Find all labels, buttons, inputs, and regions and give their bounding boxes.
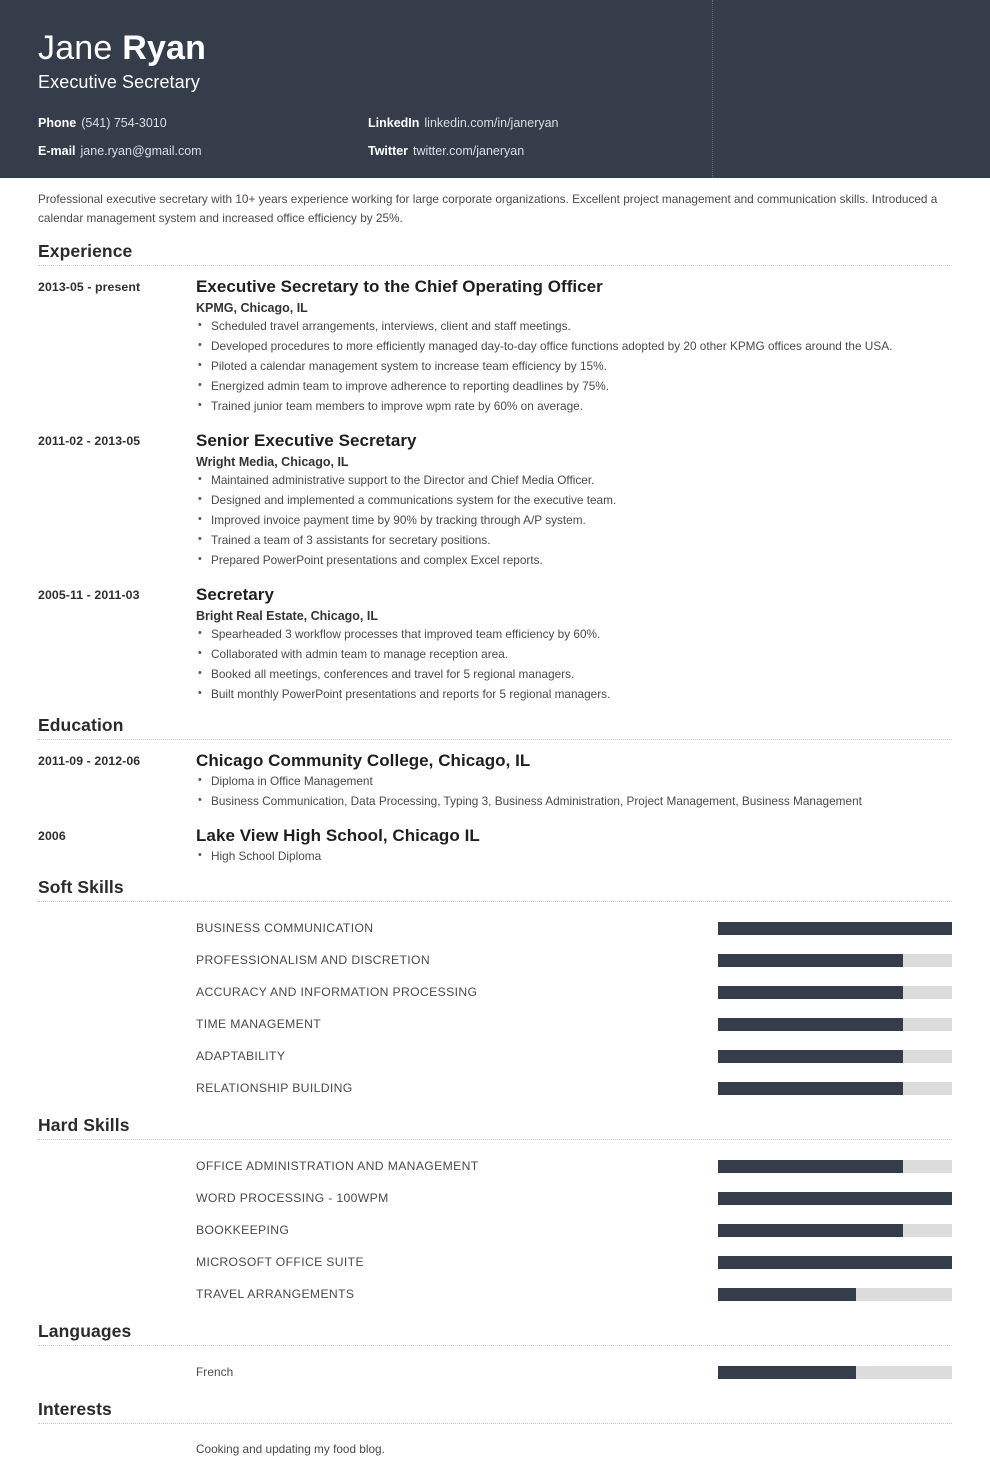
- skill-level-fill: [718, 954, 903, 967]
- skill-row: [38, 1008, 952, 1040]
- skill-row: [38, 1072, 952, 1104]
- contact-twitter-value: twitter.com/janeryan: [413, 144, 525, 159]
- skill-level-bar: [718, 1224, 952, 1237]
- contact-twitter-label: Twitter: [368, 144, 409, 159]
- section-heading-experience: Experience: [38, 232, 952, 266]
- education-entry: [38, 825, 952, 866]
- entry-bullets: [196, 626, 952, 704]
- entry-main: [196, 750, 952, 811]
- bullet-item: • Diploma in Office Management: [196, 773, 952, 791]
- bullet-item: • Scheduled travel arrangements, interviews, client and staff meetings.: [196, 318, 952, 336]
- bullet-item: • Improved invoice payment time by 90% by tracking through A/P system.: [196, 512, 952, 530]
- skill-level-bar: [718, 1256, 952, 1269]
- section-education: [38, 706, 952, 866]
- skill-row: [38, 944, 952, 976]
- bullet-item: • High School Diploma: [196, 848, 952, 866]
- skill-level-fill: [718, 922, 952, 935]
- skill-row: [38, 912, 952, 944]
- skill-level-bar: [718, 1018, 952, 1031]
- contact-linkedin-value: linkedin.com/in/janeryan: [424, 116, 559, 131]
- contact-email[interactable]: [38, 141, 368, 161]
- entry-main: [196, 430, 952, 570]
- entry-title: Secretary: [196, 584, 274, 604]
- skill-name: WORD PROCESSING - 100WPM: [196, 1191, 389, 1206]
- entry-date: 2011-02 - 2013-05: [38, 434, 141, 449]
- skill-name: TIME MANAGEMENT: [196, 1017, 322, 1032]
- skill-name: RELATIONSHIP BUILDING: [196, 1081, 353, 1096]
- bullet-item: • Developed procedures to more efficiently managed day-to-day office functions adopted by 20 other KPMG offices around the USA.: [196, 338, 952, 356]
- entry-bullets: [196, 773, 952, 811]
- skill-level-bar: [718, 1050, 952, 1063]
- skill-name: TRAVEL ARRANGEMENTS: [196, 1287, 355, 1302]
- skill-level-fill: [718, 1018, 903, 1031]
- entry-main: [196, 276, 952, 416]
- skill-row: [38, 1040, 952, 1072]
- skill-level-fill: [718, 1224, 903, 1237]
- entry-title: Chicago Community College, Chicago, IL: [196, 750, 531, 770]
- experience-entry: [38, 430, 952, 570]
- skill-name: OFFICE ADMINISTRATION AND MANAGEMENT: [196, 1159, 479, 1174]
- entry-title: Lake View High School, Chicago IL: [196, 825, 480, 845]
- section-soft-skills: [38, 868, 952, 1104]
- skill-level-bar: [718, 922, 952, 935]
- section-hard-skills: [38, 1106, 952, 1310]
- language-row: [38, 1356, 952, 1388]
- bullet-item: • Business Communication, Data Processing, Typing 3, Business Administration, Project Management, Business Management: [196, 793, 952, 811]
- skill-level-fill: [718, 1050, 903, 1063]
- entry-organization: KPMG, Chicago, IL: [196, 301, 308, 316]
- contact-email-label: E-mail: [38, 144, 76, 159]
- skill-level-bar: [718, 1288, 952, 1301]
- entry-date: 2006: [38, 828, 66, 843]
- page-title: [38, 28, 952, 68]
- section-interests: [38, 1390, 952, 1458]
- entry-date: 2011-09 - 2012-06: [38, 753, 141, 768]
- section-heading-interests: Interests: [38, 1390, 952, 1424]
- skill-name: ACCURACY AND INFORMATION PROCESSING: [196, 985, 478, 1000]
- skill-row: [38, 1214, 952, 1246]
- contact-phone-value: (541) 754-3010: [81, 116, 167, 131]
- contact-linkedin[interactable]: [368, 113, 952, 133]
- entry-title: Senior Executive Secretary: [196, 431, 417, 451]
- entry-organization: Wright Media, Chicago, IL: [196, 455, 349, 470]
- education-entry: [38, 750, 952, 811]
- entry-title: Executive Secretary to the Chief Operating Officer: [196, 277, 603, 297]
- bullet-item: • Spearheaded 3 workflow processes that improved team efficiency by 60%.: [196, 626, 952, 644]
- skill-name: ADAPTABILITY: [196, 1049, 286, 1064]
- bullet-item: • Trained a team of 3 assistants for secretary positions.: [196, 532, 952, 550]
- entry-bullets: [196, 472, 952, 570]
- bullet-item: • Energized admin team to improve adherence to reporting deadlines by 75%.: [196, 378, 952, 396]
- experience-entry: [38, 276, 952, 416]
- bullet-item: • Maintained administrative support to the Director and Chief Media Officer.: [196, 472, 952, 490]
- section-heading-education: Education: [38, 706, 952, 740]
- skill-level-bar: [718, 1082, 952, 1095]
- skill-level-fill: [718, 1288, 856, 1301]
- header-vertical-divider: [712, 0, 713, 178]
- entry-organization: Bright Real Estate, Chicago, IL: [196, 609, 378, 624]
- entry-main: [196, 825, 952, 866]
- contact-phone-label: Phone: [38, 116, 77, 131]
- skill-level-fill: [718, 986, 903, 999]
- skill-row: [38, 1150, 952, 1182]
- skill-level-bar: [718, 1160, 952, 1173]
- skill-name: BOOKKEEPING: [196, 1223, 290, 1238]
- interest-text: Cooking and updating my food blog.: [196, 1442, 385, 1457]
- contact-phone[interactable]: [38, 113, 368, 133]
- skill-name: BUSINESS COMMUNICATION: [196, 921, 374, 936]
- contact-linkedin-label: LinkedIn: [368, 116, 420, 131]
- first-name: Jane: [38, 29, 123, 67]
- entry-main: [196, 584, 952, 704]
- contact-twitter[interactable]: [368, 141, 952, 161]
- section-heading-hard-skills: Hard Skills: [38, 1106, 952, 1140]
- skill-name: PROFESSIONALISM AND DISCRETION: [196, 953, 430, 968]
- job-title: Executive Secretary: [38, 72, 200, 93]
- skill-level-bar: [718, 986, 952, 999]
- skill-name: MICROSOFT OFFICE SUITE: [196, 1255, 364, 1270]
- section-experience: [38, 232, 952, 704]
- skill-level-bar: [718, 954, 952, 967]
- skill-row: [38, 976, 952, 1008]
- bullet-item: • Built monthly PowerPoint presentations and reports for 5 regional managers.: [196, 686, 952, 704]
- contact-grid: [38, 113, 952, 161]
- skill-row: [38, 1182, 952, 1214]
- skill-level-fill: [718, 1256, 952, 1269]
- bullet-item: • Booked all meetings, conferences and travel for 5 regional managers.: [196, 666, 952, 684]
- experience-entry: [38, 584, 952, 704]
- last-name: Ryan: [122, 29, 207, 67]
- entry-bullets: [196, 318, 952, 416]
- skill-row: [38, 1278, 952, 1310]
- skill-level-fill: [718, 1082, 903, 1095]
- interest-row: [38, 1434, 952, 1458]
- bullet-item: • Collaborated with admin team to manage reception area.: [196, 646, 952, 664]
- bullet-item: • Trained junior team members to improve wpm rate by 60% on average.: [196, 398, 952, 416]
- language-level-bar: [718, 1366, 952, 1379]
- section-heading-soft-skills: Soft Skills: [38, 868, 952, 902]
- bullet-item: • Piloted a calendar management system to increase team efficiency by 15%.: [196, 358, 952, 376]
- resume-body: [0, 178, 990, 1458]
- skill-level-fill: [718, 1192, 952, 1205]
- language-level-fill: [718, 1366, 856, 1379]
- bullet-item: • Designed and implemented a communications system for the executive team.: [196, 492, 952, 510]
- skill-row: [38, 1246, 952, 1278]
- entry-date: 2013-05 - present: [38, 280, 141, 295]
- entry-date: 2005-11 - 2011-03: [38, 587, 140, 602]
- entry-bullets: [196, 848, 952, 866]
- contact-email-value: jane.ryan@gmail.com: [80, 144, 202, 159]
- section-languages: [38, 1312, 952, 1388]
- resume-header: [0, 0, 990, 178]
- skill-level-fill: [718, 1160, 903, 1173]
- language-name: French: [196, 1365, 234, 1380]
- skill-level-bar: [718, 1192, 952, 1205]
- professional-summary: Professional executive secretary with 10+ years experience working for large corporate organizations. Excellent project management and communication skills. Introduced a calendar management system and increased office efficiency by 25%.: [38, 192, 938, 226]
- section-heading-languages: Languages: [38, 1312, 952, 1346]
- bullet-item: • Prepared PowerPoint presentations and complex Excel reports.: [196, 552, 952, 570]
